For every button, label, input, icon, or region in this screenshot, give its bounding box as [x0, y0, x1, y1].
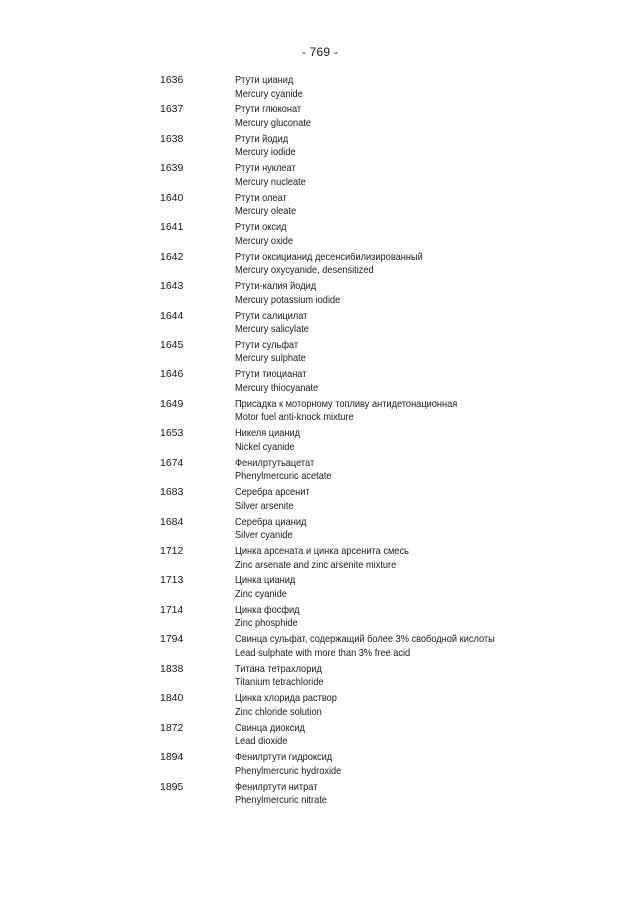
- entry-row: [0, 781, 640, 810]
- entry-number: 1638: [160, 132, 184, 145]
- entry-row: [0, 280, 640, 309]
- entry-name-english: Mercury oxycyanide, desensitized: [235, 264, 374, 277]
- entry-row: [0, 368, 640, 397]
- entry-row: [0, 692, 640, 721]
- entry-names: [235, 310, 319, 337]
- entry-row: [0, 133, 640, 162]
- entry-row: [0, 192, 640, 221]
- entry-names: [235, 192, 304, 219]
- entry-row: [0, 604, 640, 633]
- entry-names: [235, 722, 314, 749]
- entry-number: 1713: [160, 574, 184, 587]
- entry-name-russian: Цинка арсената и цинка арсенита смесь: [235, 545, 409, 557]
- entry-name-english: Mercury nucleate: [235, 175, 306, 188]
- entry-name-russian: Цинка цианид: [235, 574, 296, 587]
- entry-number: 1639: [160, 162, 184, 175]
- entry-row: [0, 574, 640, 603]
- entry-names: [235, 633, 530, 660]
- entry-name-english: Mercury iodide: [235, 146, 296, 159]
- entry-name-english: Motor fuel anti-knock mixture: [235, 411, 354, 424]
- entry-name-english: Lead dioxide: [235, 735, 288, 748]
- entry-name-english: Mercury gluconate: [235, 116, 312, 129]
- entry-name-russian: Ртути салицилат: [235, 309, 308, 322]
- entry-name-russian: Ртути-калия йодид: [235, 280, 317, 293]
- entry-name-russian: Присадка к моторному топливу антидетонационная: [235, 397, 458, 410]
- entry-names: [235, 221, 301, 248]
- entry-name-english: Titanium tetrachloride: [235, 676, 324, 689]
- entry-name-russian: Свинца диоксид: [235, 721, 305, 734]
- entry-name-russian: Фенилртути гидроксид: [235, 751, 333, 764]
- entry-row: [0, 427, 640, 456]
- entry-name-english: Mercury thiocyanate: [235, 381, 319, 394]
- entry-number: 1872: [160, 721, 184, 734]
- entry-name-english: Phenylmercuric nitrate: [235, 794, 327, 806]
- entry-names: [235, 162, 316, 189]
- entry-row: [0, 516, 640, 545]
- entry-row: [0, 545, 640, 574]
- entry-name-english: Silver cyanide: [235, 529, 293, 542]
- entry-names: [235, 398, 488, 425]
- entry-name-russian: Ртути сульфат: [235, 338, 299, 351]
- entry-name-english: Nickel cyanide: [235, 440, 295, 453]
- entry-names: [235, 663, 336, 690]
- entry-name-english: Zinc chloride solution: [235, 705, 322, 718]
- entry-number: 1684: [160, 515, 184, 528]
- entry-name-english: Zinc cyanide: [235, 587, 287, 600]
- entry-names: [235, 604, 308, 631]
- entry-names: [235, 692, 351, 719]
- entry-name-english: Mercury salicylate: [235, 323, 309, 335]
- entry-name-english: Phenylmercuric acetate: [235, 470, 332, 483]
- entry-row: [0, 486, 640, 515]
- entry-name-english: Zinc arsenate and zinc arsenite mixture: [235, 558, 397, 571]
- entry-name-russian: Свинца сульфат, содержащий более 3% свободной кислоты: [235, 633, 495, 646]
- entry-names: [235, 280, 355, 307]
- entry-row: [0, 162, 640, 191]
- entry-number: 1683: [160, 486, 184, 499]
- entry-number: 1644: [160, 309, 184, 322]
- entry-number: 1712: [160, 545, 184, 557]
- entry-number: 1642: [160, 250, 184, 263]
- entry-row: [0, 722, 640, 751]
- entry-name-english: Silver arsenite: [235, 499, 294, 512]
- entry-number: 1646: [160, 368, 184, 381]
- entry-number: 1674: [160, 456, 184, 469]
- entry-names: [235, 781, 339, 808]
- entry-names: [235, 751, 356, 778]
- entry-number: 1649: [160, 397, 184, 410]
- entry-row: [0, 251, 640, 280]
- page-number: - 769 -: [301, 45, 339, 59]
- entry-name-russian: Ртути оксид: [235, 221, 287, 234]
- entry-number: 1794: [160, 633, 184, 646]
- entry-number: 1640: [160, 191, 184, 204]
- entry-names: [235, 545, 433, 572]
- entry-list: [0, 74, 640, 810]
- entry-names: [235, 251, 448, 278]
- entry-name-english: Phenylmercuric hydroxide: [235, 764, 342, 777]
- entry-name-english: Mercury oxide: [235, 234, 294, 247]
- entry-name-english: Mercury cyanide: [235, 87, 303, 100]
- entry-name-russian: Ртути олеат: [235, 191, 287, 204]
- entry-names: [235, 74, 312, 101]
- entry-name-russian: Фенилртутьацетат: [235, 456, 315, 469]
- entry-names: [235, 133, 304, 160]
- entry-name-russian: Никеля цианид: [235, 427, 301, 440]
- entry-name-english: Zinc phosphide: [235, 617, 298, 630]
- entry-row: [0, 310, 640, 339]
- entry-number: 1643: [160, 280, 184, 293]
- entry-names: [235, 486, 320, 513]
- entry-number: 1840: [160, 692, 184, 705]
- entry-row: [0, 221, 640, 250]
- entry-number: 1637: [160, 103, 184, 116]
- entry-name-russian: Титана тетрахлорид: [235, 662, 322, 675]
- entry-name-english: Lead sulphate with more than 3% free acid: [235, 646, 411, 659]
- entry-number: 1894: [160, 751, 184, 764]
- entry-row: [0, 74, 640, 103]
- entry-row: [0, 457, 640, 486]
- entry-row: [0, 751, 640, 780]
- entry-name-russian: Ртути нуклеат: [235, 162, 296, 175]
- entry-name-russian: Ртути глюконат: [235, 103, 302, 116]
- entry-row: [0, 398, 640, 427]
- entry-names: [235, 427, 309, 454]
- entry-row: [0, 339, 640, 368]
- entry-number: 1645: [160, 338, 184, 351]
- entry-name-russian: Ртути цианид: [235, 74, 294, 86]
- entry-names: [235, 516, 316, 543]
- entry-names: [235, 339, 316, 366]
- entry-row: [0, 663, 640, 692]
- entry-names: [235, 457, 345, 484]
- entry-number: 1636: [160, 74, 184, 86]
- entry-number: 1641: [160, 221, 184, 234]
- entry-number: 1714: [160, 603, 184, 616]
- entry-name-english: Mercury oleate: [235, 205, 297, 218]
- entry-number: 1838: [160, 662, 184, 675]
- entry-row: [0, 633, 640, 662]
- entry-names: [235, 103, 321, 130]
- entry-row: [0, 103, 640, 132]
- entry-names: [235, 368, 330, 395]
- entry-name-russian: Серебра цианид: [235, 515, 307, 528]
- entry-number: 1653: [160, 427, 184, 440]
- entry-name-russian: Серебра арсенит: [235, 486, 310, 499]
- entry-name-english: Mercury sulphate: [235, 352, 306, 365]
- entry-number: 1895: [160, 780, 184, 793]
- entry-name-russian: Ртути оксицианид десенсибилизированный: [235, 250, 423, 263]
- entry-name-english: Mercury potassium iodide: [235, 293, 341, 306]
- entry-name-russian: Фенилртути нитрат: [235, 780, 318, 793]
- entry-name-russian: Цинка фосфид: [235, 603, 300, 616]
- entry-name-russian: Цинка хлорида раствор: [235, 692, 337, 705]
- entry-name-russian: Ртути тиоцианат: [235, 368, 307, 381]
- entry-names: [235, 574, 304, 601]
- entry-name-russian: Ртути йодид: [235, 132, 289, 145]
